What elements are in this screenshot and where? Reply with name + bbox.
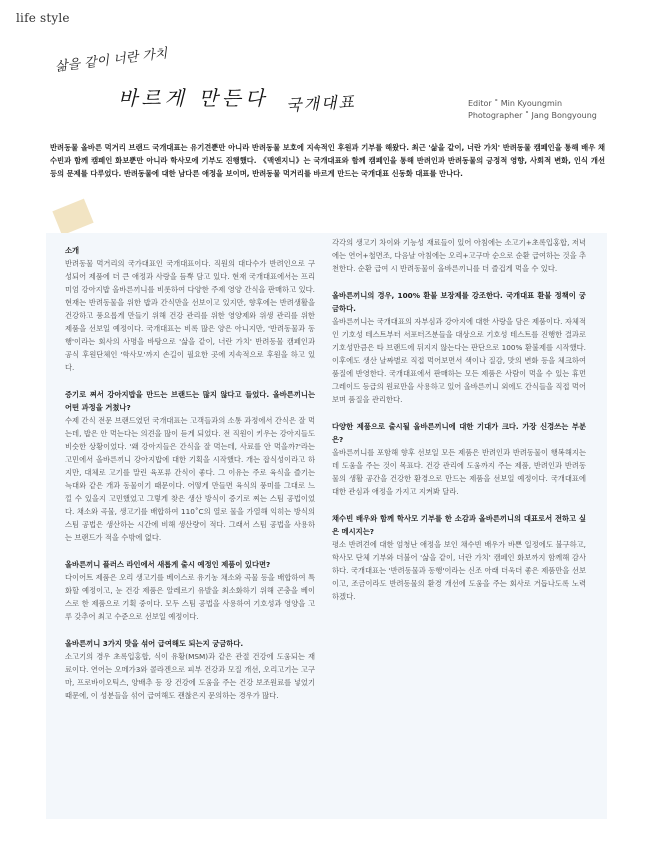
answer-text: 반려동물 먹거리의 국가대표인 국개대표이다. 직원의 대다수가 반려인으로 구성되어 제품에 더 큰 애정과 사랑을 듬뿍 담고 있다. 현재 국개대표에서는 프리미엄 강아지밥 올바른끼니를 비롯하여 다양한 주제 영양 간식을 판매하고 있다. 현재는 반려동물을 위한 밥과 간식만을 선보이고 있지만, 향후에는 반려생활을 건강하고 풍요롭게 만들기 위해 건강 관리를 위한 영양제와 위생 관리를 위한 제품을 선보일 예정이다. 국개대표는 비록 많은 양은 아니지만, '반려동물과 동행'이라는 회사의 사명을 바탕으로 '삶을 같이, 너란 가치' 반려동물 캠페인과 공식 후원단체인 '학사모'까지 손길이 필요한 곳에 지속적으로 후원을 하고 있다. [65,259,315,372]
question-heading: 채수빈 배우와 함께 학사모 기부를 한 소감과 올바른끼니의 대표로서 전하고 싶은 메시지는? [332,514,586,536]
intro-text: 반려동물 올바른 먹거리 브랜드 국개대표는 유기견뿐만 아니라 반려동물 보호에 지속적인 후원과 기부를 해왔다. 최근 '삶을 같이, 너란 가치' 반려동물 캠페인을 통해 배우 채수빈과 함께 캠페인 화보뿐만 아니라 학사모에 기부도 진행했다. 《맥엔지니》는 국개대표와 함께 캠페인을 통해 반려인과 반려동물의 긍정적 영향, 사회적 변화, 인식 개선 등의 문제를 다루었다. 반려동물에 대한 남다른 애정을 보이며, 반려동물 먹거리를 바르게 만드는 국개대표 신동화 대표를 만나다. [50,143,605,178]
answer-text: 올바른끼니는 국개대표의 자부심과 강아지에 대한 사랑을 담은 제품이다. 자체적인 기호성 테스트부터 서포터즈분들을 대상으로 기호성 테스트를 진행한 결과로 기호성만큼은 타 브랜드에 뒤지지 않는다는 판단으로 100% 환불제를 시작했다. 이후에도 생산 날짜별로 직접 먹어보면서 색이나 질감, 맛의 변화 등을 체크하여 품질에 반영한다. 국개대표에서 판매하는 모든 제품은 사람이 먹을 수 있는 휴먼그레이드 등급의 원료만을 사용하고 있어 올바른끼니 외에도 간식들을 직접 먹어보며 품질을 관리한다. [332,317,586,404]
question-heading: 올바른끼니의 경우, 100% 환불 보장제를 강조한다. 국개대표 환불 정책이 궁금하다. [332,291,586,313]
answer-text: 평소 반려견에 대한 엄청난 애정을 보인 채수빈 배우가 바쁜 일정에도 불구하고, 학사모 단체 기부와 더불어 '삶을 같이, 너란 가치' 캠페인 화보까지 함께해 감사하다. 국개대표는 '반려동물과 동행'이라는 신조 아래 더욱더 좋은 제품만을 선보이고, 조금이라도 반려동물의 환경 개선에 도움을 주는 회사로 거듭나도록 노력하겠다. [332,540,586,601]
editor-credit: Editor ˚ Min Kyoungmin [468,99,563,108]
headline-handwritten-line2: 바르게 만든다 [118,86,269,110]
answer-text: 수제 간식 전문 브랜드였던 국개대표는 고객들과의 소통 과정에서 간식은 잘 먹는데, 밥은 안 먹는다는 의견을 많이 듣게 되었다. 전 직원이 키우는 강아지들도 비슷한 상황이었다. '왜 강아지들은 간식을 잘 먹는데, 사료를 안 먹을까?'라는 고민에서 올바른끼니 강아지밥에 대한 기획을 시작했다. 개는 잡식성이라고 하지만, 대체로 고기를 말린 육포류 간식이 좋다. 그 이유는 주로 육식을 즐기는 늑대와 같은 개과 동물이기 때문이다. 어떻게 만들면 육식의 풍미를 그대로 느낄 수 있을지 고민했었고 그렇게 찾은 생산 방식이 증기로 찌는 스팀 공법이었다. 채소와 곡물, 생고기를 배합하여 110˚C의 열로 물을 가열해 익히는 방식의 스팀 공법은 생산하는 시간에 비해 생산량이 적다. 그래서 스팀 공법을 사용하는 브랜드가 적을 수밖에 없다. [65,416,315,542]
interview-left-column [65,244,315,716]
question-heading: 소개 [65,246,80,255]
headline-handwritten-brand: 국개대표 [285,92,357,115]
headline-handwritten-line1: 삶을 같이 너란 가치 [54,46,169,75]
section-label: life style [16,11,70,25]
intro-paragraph [50,141,605,180]
question-heading: 올바른끼니 3가지 맛을 섞어 급여해도 되는지 궁금하다. [65,639,244,648]
question-heading: 다양한 제품으로 출시될 올바른끼니에 대한 기대가 크다. 가장 신경쓰는 부분은? [332,422,586,444]
interview-right-column [332,236,586,617]
photographer-credit: Photographer ˚ Jang Bongyoung [468,111,597,120]
question-heading: 올바른끼니 플러스 라인에서 새롭게 출시 예정인 제품이 있다면? [65,560,271,569]
question-heading: 증기로 쪄서 강아지밥을 만드는 브랜드는 많지 않다고 들었다. 올바른끼니는 어떤 과정을 거쳤나? [65,390,315,412]
answer-text: 다이어트 제품은 오리 생고기를 베이스로 유기농 채소와 곡물 등을 배합하여 특화할 예정이고, 눈 건강 제품은 알레르기 유발을 최소화하기 위해 곤충을 베이스로 한 제품으로 기획 중이다. 모두 스팀 공법을 사용하여 기호성과 영양을 고루 갖추어 최고 수준으로 선보일 예정이다. [65,573,315,621]
answer-text: 소고기의 경우 초록입홍합, 식이 유황(MSM)과 같은 관절 건강에 도움되는 재료이다. 연어는 오메가3와 콜라겐으로 피부 건강과 모질 개선, 오리고기는 고구마, 프로바이오틱스, 양배추 등 장 건강에 도움을 주는 건강 보조원료를 넣었기 때문에, 이 성분들을 섞어 급여해도 괜찮은지 문의하는 경우가 많다. [65,652,315,700]
answer-text: 올바른끼니를 포함해 향후 선보일 모든 제품은 반려인과 반려동물이 행복해지는 데 도움을 주는 것이 목표다. 건강 관리에 도움까지 주는 제품, 반려인과 반려동물의 생활 공간을 건강한 환경으로 만드는 제품을 선보일 예정이다. 국개대표에 대한 관심과 애정을 가지고 지켜봐 달라. [332,448,586,496]
decorative-tape [52,199,93,236]
credits [468,98,597,122]
answer-text: 각각의 생고기 차이와 기능성 재료들이 있어 아침에는 소고기+초록입홍합, 저녁에는 연어+철면조, 다음날 아침에는 오리+고구마 순으로 순환 급여하는 것을 추천한다. 순환 급여 시 반려동물이 올바른끼니를 더 즐겁게 먹을 수 있다. [332,238,586,273]
